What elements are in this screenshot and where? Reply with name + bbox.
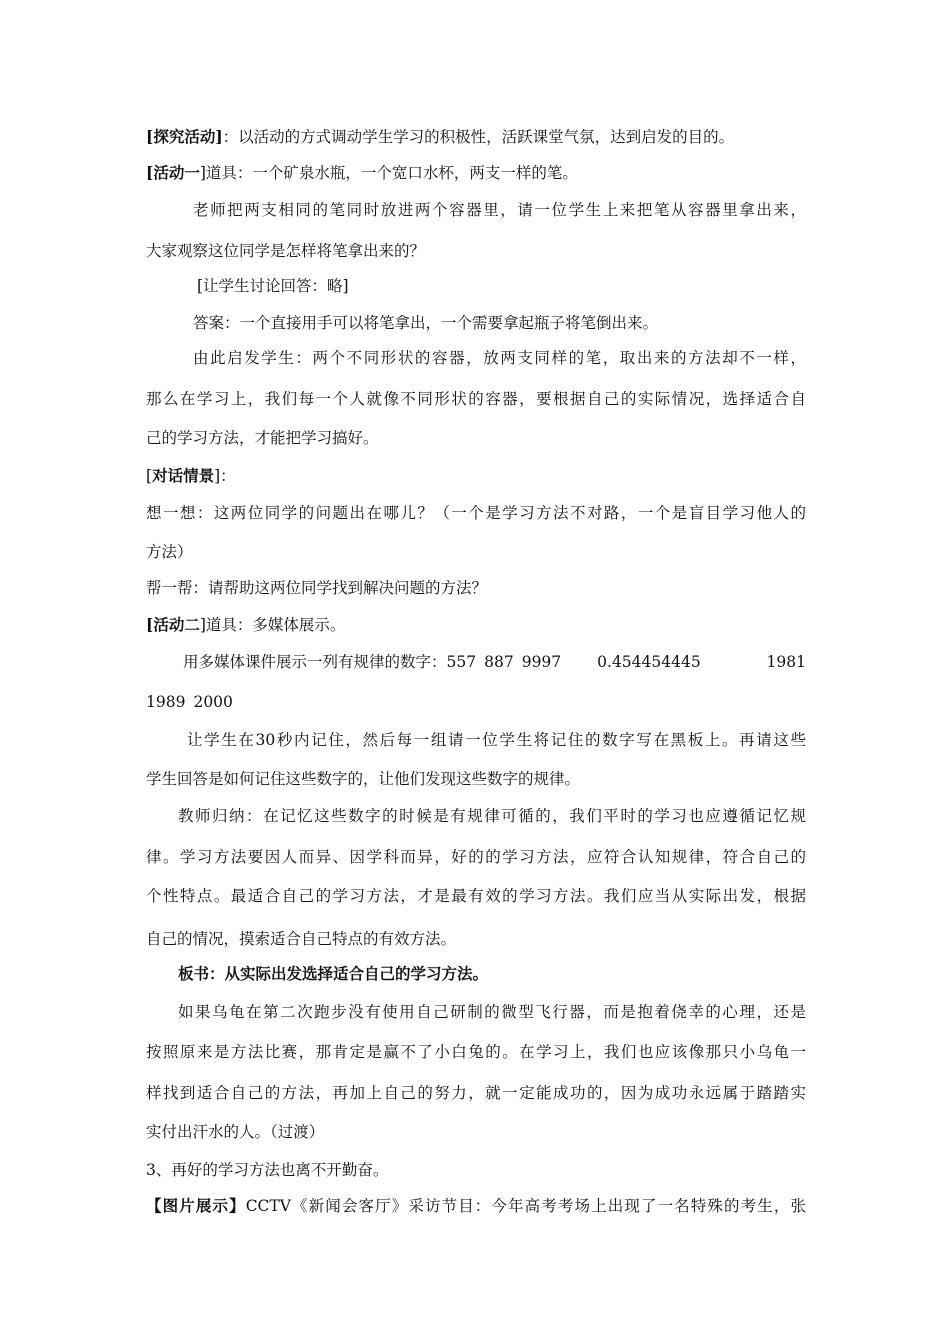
sequence-intro: 用多媒体课件展示一列有规律的数字： [183,653,447,671]
paragraph-explore-activity [146,127,734,147]
text-line: 实付出汗水的人。（过渡） [146,1123,325,1141]
heading-activity-two: [活动二 [146,615,200,634]
text-line: 学生回答是如何记住这些数字的，让他们发现这些数字的规律。 [146,770,581,788]
number-557: 557 [446,653,477,671]
number-9997: 9997 [521,653,562,671]
text-line: 方法） [146,543,193,561]
text-line: 让学生在30秒内记住，然后每一组请一位学生将记住的数字写在黑板上。再请这些 [187,731,806,749]
number-1989: 1989 [146,693,186,711]
text-line: 律。学习方法要因人而异、因学科而异，好的的学习方法，应符合认知规律，符合自己的 [146,848,806,866]
text-line: 那么在学习上，我们每一个人就像不同形状的容器，要根据自己的实际情况，选择适合自 [146,390,806,408]
activity-two-props: ]道具：多媒体展示。 [199,616,346,634]
paragraph-picture-display [146,1196,806,1216]
answer-text: 答案：一个直接用手可以将笔拿出，一个需要拿起瓶子将笔倒出来。 [193,314,659,332]
paragraph-activity-one [146,163,578,183]
text-line: 由此启发学生：两个不同形状的容器，放两支同样的笔，取出来的方法却不一样， [193,349,806,367]
number-decimal: 0.454454445 [597,653,701,671]
section-heading-3: 3、再好的学习方法也离不开勤奋。 [146,1161,389,1179]
text-line: 己的学习方法，才能把学习搞好。 [146,429,379,447]
heading-dialogue-scenario: 对话情景 [152,466,215,485]
text-line: 大家观察这位同学是怎样将笔拿出来的？ [146,242,426,260]
discussion-note: [让学生讨论回答：略] [197,277,349,295]
text-line: 老师把两支相同的笔同时放进两个容器里，请一位学生上来把笔从容器里拿出来， [193,201,806,219]
text-line: 想一想：这两位同学的问题出在哪儿？（一个是学习方法不对路，一个是盲目学习他人的 [146,504,806,522]
number-sequence-line-2 [146,692,233,712]
picture-display-text: CCTV《新闻会客厅》采访节目：今年高考考场上出现了一名特殊的考生，张 [245,1197,806,1215]
heading-picture-display: 【图片展示】 [146,1196,246,1215]
text-line: 个性特点。最适合自己的学习方法，才是最有效的学习方法。我们应当从实际出发，根据 [146,887,806,905]
paragraph-dialogue-scenario [146,466,236,486]
bracket-open: [ [146,467,153,485]
blackboard-summary: 板书：从实际出发选择适合自己的学习方法。 [178,964,489,983]
paragraph-activity-two [146,615,345,635]
help-question: 帮一帮：请帮助这两位同学找到解决问题的方法？ [146,579,488,597]
explore-activity-text: ：以活动的方式调动学生学习的积极性，活跃课堂气氛，达到启发的目的。 [222,128,735,146]
text-line: 如果乌龟在第二次跑步没有使用自己研制的微型飞行器，而是抱着侥幸的心理，还是 [178,1003,806,1021]
text-line: 教师归纳：在记忆这些数字的时候是有规律可循的，我们平时的学习也应遵循记忆规 [178,807,806,825]
number-887: 887 [484,653,514,671]
activity-one-props: ]道具：一个矿泉水瓶，一个宽口水杯，两支一样的笔。 [199,164,578,182]
text-line: 自己的情况，摸索适合自己特点的有效方法。 [146,930,457,948]
number-1981: 1981 [766,653,806,671]
number-sequence-line [183,652,806,672]
number-2000: 2000 [193,693,233,711]
text-line: 按照原来是方法比赛，那肯定是赢不了小白兔的。在学习上，我们也应该像那只小乌龟一 [146,1043,806,1061]
heading-activity-one: [活动一 [146,163,200,182]
bracket-close: ]： [214,467,236,485]
text-line: 样找到适合自己的方法，再加上自己的努力，就一定能成功的，因为成功永远属于踏踏实 [146,1084,806,1102]
heading-explore-activity: [探究活动] [146,127,223,146]
